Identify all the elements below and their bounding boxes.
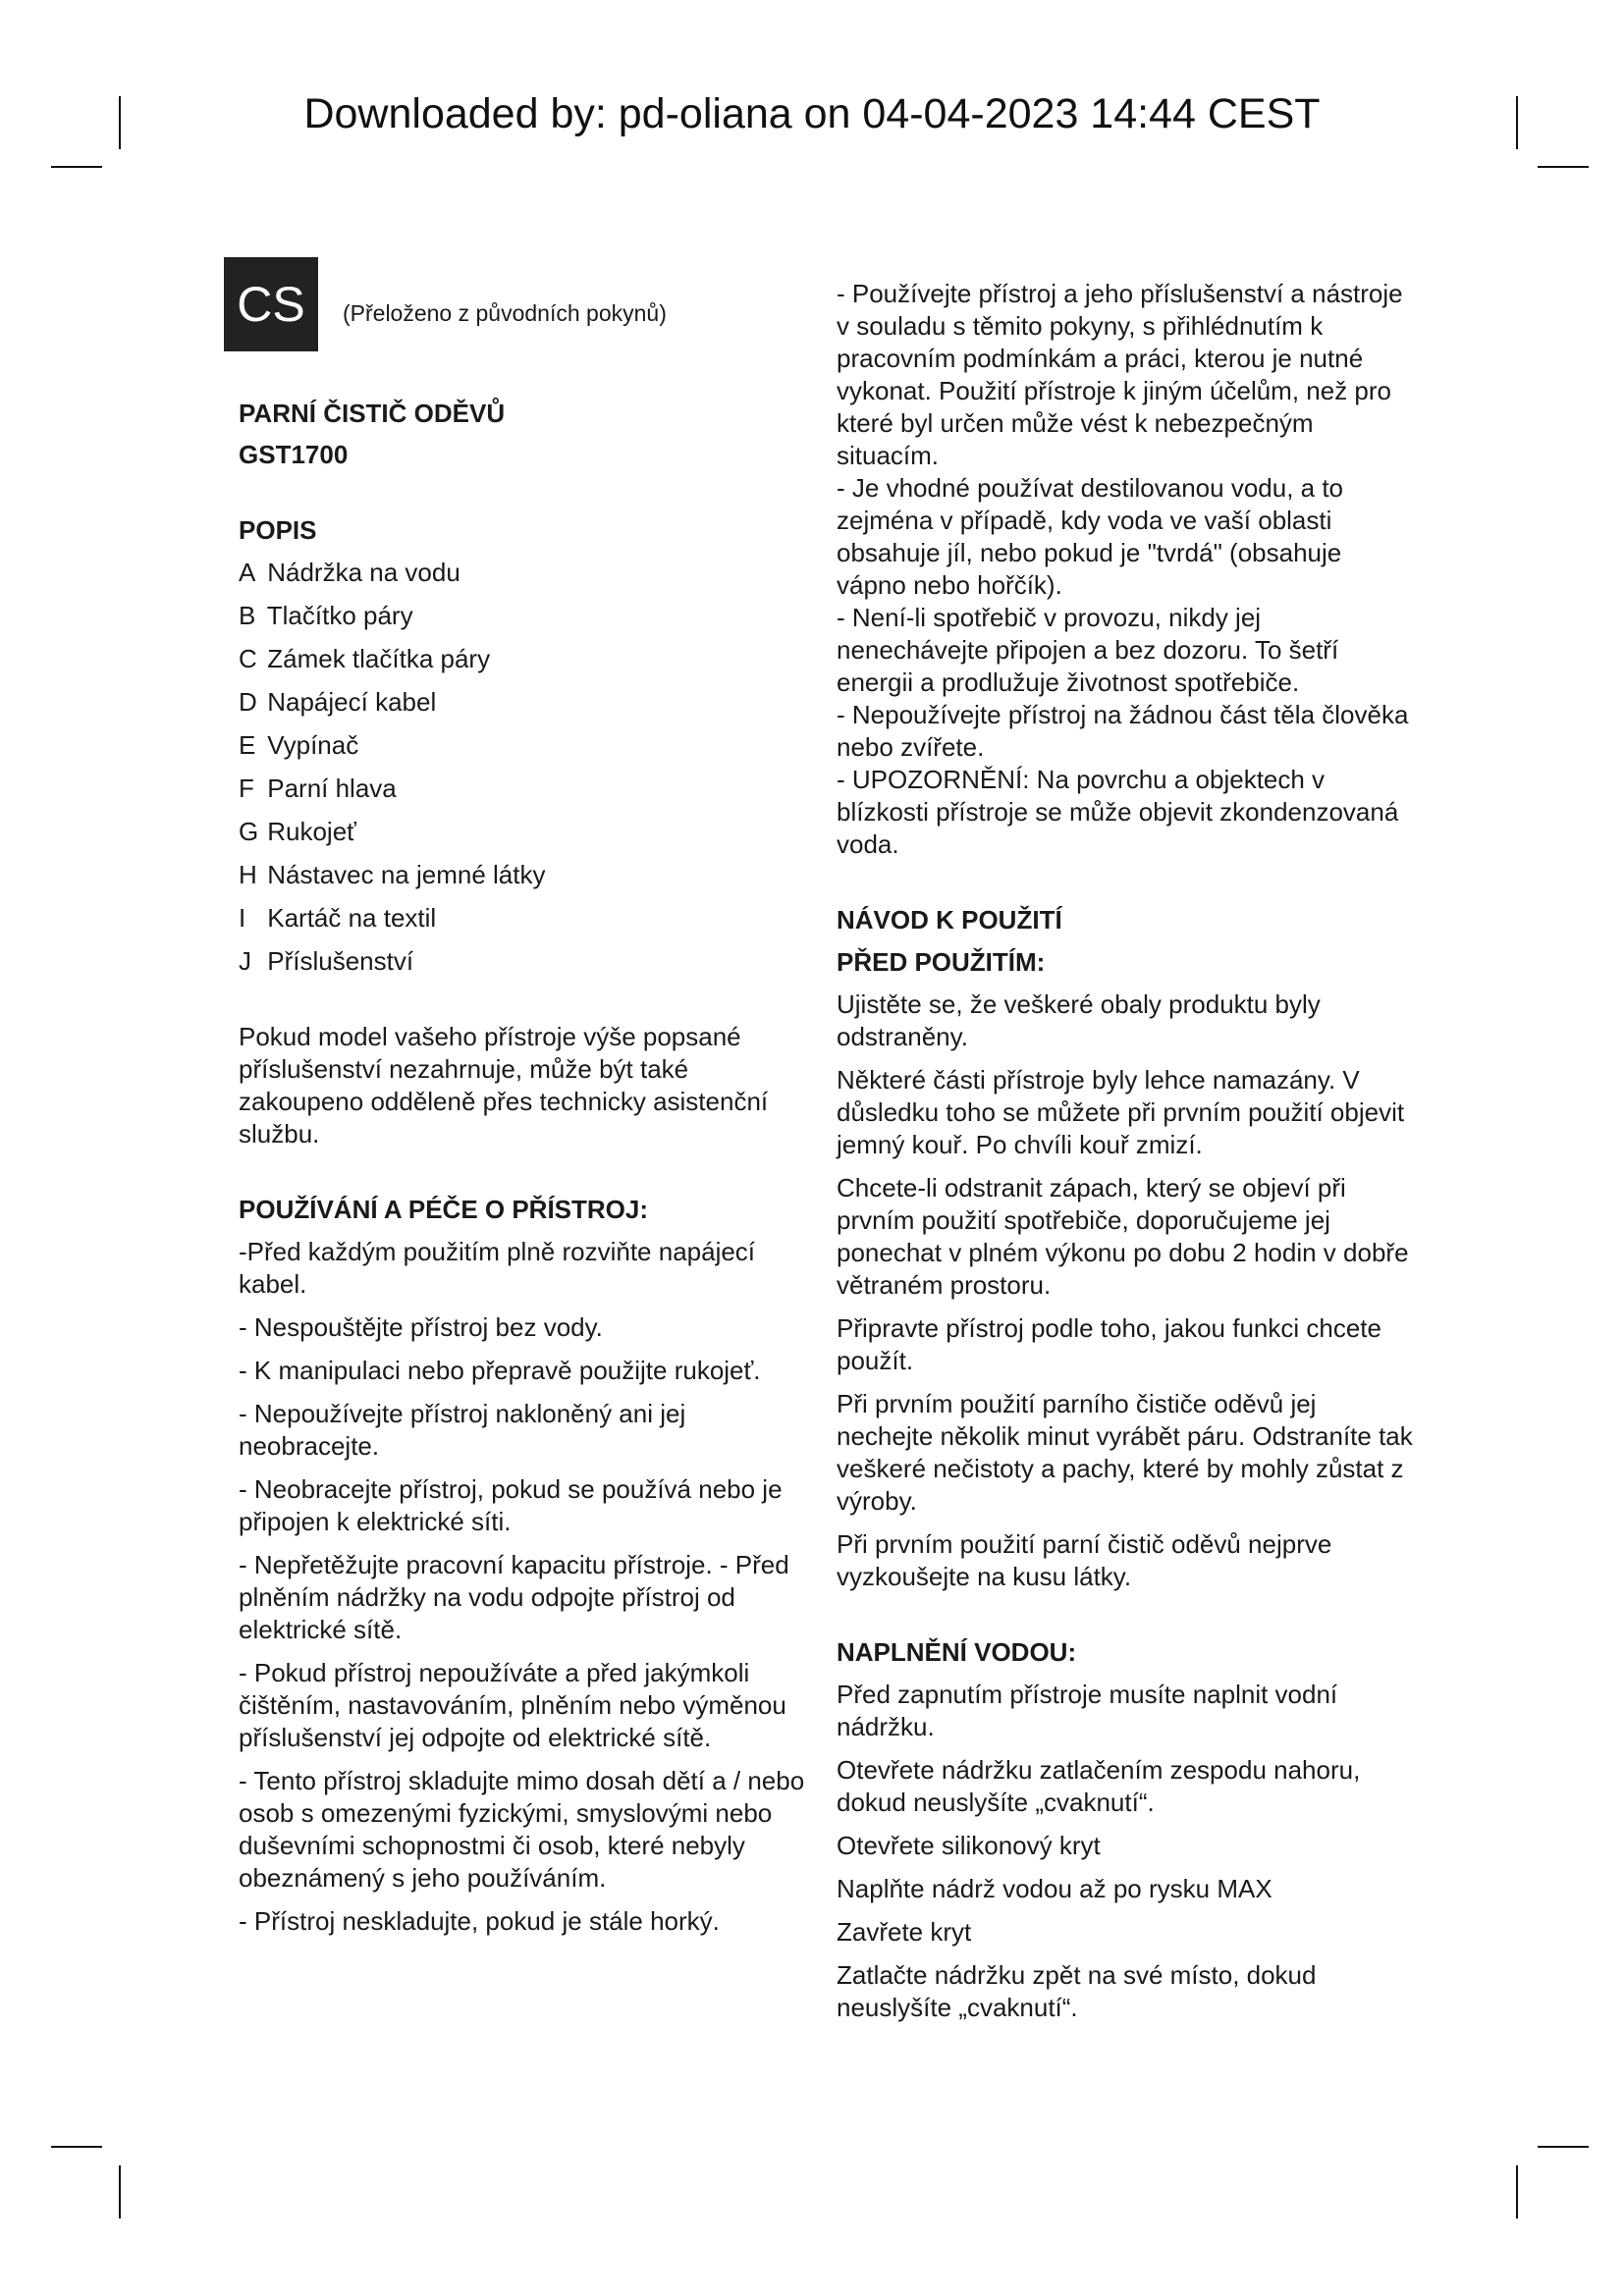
translation-note: (Přeloženo z původních pokynů) [343, 300, 667, 326]
part-item: G Rukojeť [239, 817, 356, 846]
care-item: - Nepřetěžujte pracovní kapacitu přístroje. - Před plněním nádržky na vodu odpojte přístroj od elektrické sítě. [239, 1550, 789, 1644]
part-item: H Nástavec na jemné látky [239, 860, 546, 889]
care-item: - Je vhodné používat destilovanou vodu, a to zejména v případě, kdy voda ve vaší oblasti obsahuje jíl, nebo pokud je "tvrdá" (obsahuje vápno nebo hořčík). [837, 473, 1344, 600]
crop-mark-top-left-horizontal [51, 166, 102, 168]
care-item: -Před každým použitím plně rozviňte napájecí kabel. [239, 1237, 756, 1299]
fill-step: Naplňte nádrž vodou až po rysku MAX [837, 1874, 1272, 1903]
care-item: - Používejte přístroj a jeho příslušenství a nástroje v souladu s těmito pokyny, s přihlédnutím k pracovním podmínkám a práci, kterou je nutné vykonat. Použití přístroje k jiným účelům, než pro které byl určen může vést k nebezpečným situacím. [837, 279, 1403, 470]
before-use-item: Při prvním použití parní čistič oděvů nejprve vyzkoušejte na kusu látky. [837, 1529, 1332, 1591]
care-item: - Neobracejte přístroj, pokud se používá nebo je připojen k elektrické síti. [239, 1474, 783, 1536]
care-item: - K manipulaci nebo přepravě použijte rukojeť. [239, 1356, 761, 1385]
care-item: - Pokud přístroj nepoužíváte a před jakýmkoli čištěním, nastavováním, plněním nebo výměnou příslušenství jej odpojte od elektrické sítě. [239, 1658, 786, 1752]
before-use-item: Ujistěte se, že veškeré obaly produktu byly odstraněny. [837, 989, 1321, 1051]
crop-mark-top-right-vertical [1516, 96, 1518, 149]
before-use-item: Některé části přístroje byly lehce namazány. V důsledku toho se můžete při prvním použití objevit jemný kouř. Po chvíli kouř zmizí. [837, 1065, 1405, 1159]
crop-mark-bottom-left-horizontal [51, 2146, 102, 2148]
care-heading: POUŽÍVÁNÍ A PÉČE O PŘÍSTROJ: [239, 1195, 649, 1224]
care-item: - Nepoužívejte přístroj nakloněný ani jej neobracejte. [239, 1399, 686, 1461]
part-item: A Nádržka na vodu [239, 558, 460, 587]
part-item: E Vypínač [239, 730, 359, 760]
care-item: - Nepoužívejte přístroj na žádnou část těla člověka nebo zvířete. [837, 700, 1409, 762]
fill-step: Zavřete kryt [837, 1917, 972, 1947]
care-item: - Nespouštějte přístroj bez vody. [239, 1312, 603, 1342]
parts-list [239, 557, 808, 978]
care-item: - UPOZORNĚNÍ: Na povrchu a objektech v blízkosti přístroje se může objevit zkondenzovaná voda. [837, 765, 1399, 859]
download-stamp: Downloaded by: pd-oliana on 04-04-2023 14:44 CEST [303, 90, 1321, 137]
popis-heading: POPIS [239, 515, 317, 545]
crop-mark-bottom-right-vertical [1516, 2165, 1518, 2218]
right-column [837, 278, 1416, 2035]
model-number: GST1700 [239, 440, 349, 469]
fill-step: Zatlačte nádržku zpět na své místo, dokud neuslyšíte „cvaknutí“. [837, 1960, 1317, 2022]
part-item: C Zámek tlačítka páry [239, 644, 491, 673]
crop-mark-top-left-vertical [119, 96, 121, 149]
care-item: - Není-li spotřebič v provozu, nikdy jej nenechávejte připojen a bez dozoru. To šetří energii a prodlužuje životnost spotřebiče. [837, 603, 1339, 697]
before-use-item: Při prvním použití parního čističe oděvů jej nechejte několik minut vyrábět páru. Odstraníte tak veškeré nečistoty a pachy, které by mohly zůstat z výroby. [837, 1389, 1413, 1516]
crop-mark-bottom-left-vertical [119, 2165, 121, 2218]
care-item: - Přístroj neskladujte, pokud je stále horký. [239, 1906, 720, 1936]
before-use-heading: PŘED POUŽITÍM: [837, 947, 1046, 977]
before-use-item: Připravte přístroj podle toho, jakou funkci chcete použít. [837, 1313, 1381, 1375]
crop-mark-bottom-right-horizontal [1538, 2146, 1589, 2148]
part-item: D Napájecí kabel [239, 687, 437, 717]
language-badge: CS [224, 257, 318, 351]
accessory-note: Pokud model vašeho přístroje výše popsané příslušenství nezahrnuje, může být také zakoupeno odděleně přes technicky asistenční službu. [239, 1022, 769, 1148]
fill-water-heading: NAPLNĚNÍ VODOU: [837, 1637, 1077, 1667]
part-item: I Kartáč na textil [239, 903, 437, 933]
fill-step: Otevřete nádržku zatlačením zespodu nahoru, dokud neuslyšíte „cvaknutí“. [837, 1755, 1361, 1817]
crop-mark-top-right-horizontal [1538, 166, 1589, 168]
fill-step: Otevřete silikonový kryt [837, 1831, 1101, 1860]
part-item: B Tlačítko páry [239, 601, 413, 630]
fill-step: Před zapnutím přístroje musíte naplnit vodní nádržku. [837, 1680, 1338, 1741]
usage-heading: NÁVOD K POUŽITÍ [837, 905, 1062, 934]
care-item: - Tento přístroj skladujte mimo dosah dětí a / nebo osob s omezenými fyzickými, smyslovými nebo duševními schopnostmi či osob, které nebyly obeznámený s jeho používáním. [239, 1766, 805, 1893]
product-title: PARNÍ ČISTIČ ODĚVŮ [239, 399, 506, 428]
before-use-item: Chcete-li odstranit zápach, který se objeví při prvním použití spotřebiče, doporučujeme jej ponechat v plném výkonu po dobu 2 hodin v dobře větraném prostoru. [837, 1173, 1409, 1300]
left-column [239, 398, 808, 1949]
part-item: J Příslušenství [239, 946, 414, 976]
part-item: F Parní hlava [239, 774, 397, 803]
